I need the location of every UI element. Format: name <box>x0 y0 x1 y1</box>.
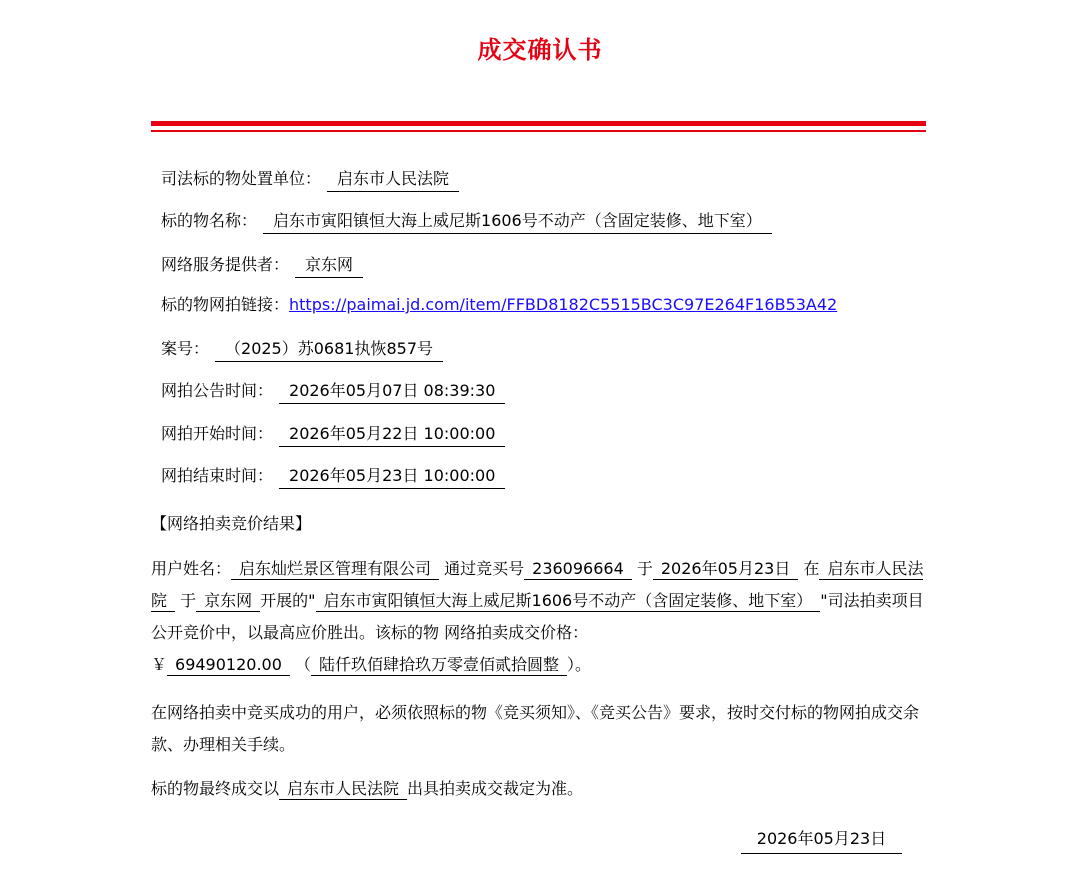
price-value: 69490120.00 <box>167 655 290 676</box>
start-time-label: 网拍开始时间： <box>161 424 274 443</box>
disposal-unit-value: 启东市人民法院 <box>327 168 459 192</box>
at-text: 在 <box>803 559 820 578</box>
currency-symbol: ￥ <box>151 655 168 674</box>
user-label: 用户姓名： <box>151 559 232 578</box>
platform-value: 京东网 <box>196 591 260 612</box>
header-rule-thick <box>151 121 926 126</box>
court-value: 启东市人民法院 <box>151 559 924 610</box>
item-name-value: 启东市寅阳镇恒大海上威尼斯1606号不动产（含固定装修、地下室） <box>263 210 772 234</box>
via-text: 于 <box>180 591 197 610</box>
user-value: 启东灿烂景区管理有限公司 <box>231 559 439 580</box>
end-time-row <box>161 464 505 489</box>
close-paren: ）。 <box>567 655 592 674</box>
result-paragraph <box>151 553 931 681</box>
link-row <box>161 293 837 317</box>
bid-number-text: 通过竞买号 <box>444 559 525 578</box>
disposal-unit-row <box>161 167 459 192</box>
deal-date-value: 2026年05月23日 <box>653 559 798 580</box>
after-item-text: "司法拍卖项目公开竞价中，以最高应价胜出。该标的物 网络拍卖成交价格： <box>151 591 924 642</box>
signature-date: 2026年05月23日 <box>741 827 902 854</box>
result-item-value: 启东市寅阳镇恒大海上威尼斯1606号不动产（含固定装修、地下室） <box>316 591 821 612</box>
final-prefix: 标的物最终成交以 <box>151 779 280 798</box>
final-paragraph <box>151 777 583 801</box>
notice-paragraph: 在网络拍卖中竞买成功的用户，必须依照标的物《竞买须知》、《竞买公告》要求，按时交付标的物网拍成交余款、办理相关手续。 <box>151 703 920 754</box>
end-time-label: 网拍结束时间： <box>161 466 274 485</box>
provider-row <box>161 253 363 278</box>
case-value: （2025）苏0681执恢857号 <box>215 338 443 362</box>
result-section-title: 【网络拍卖竞价结果】 <box>151 514 312 533</box>
disposal-unit-label: 司法标的物处置单位： <box>161 169 322 188</box>
provider-value: 京东网 <box>295 254 363 278</box>
link-label: 标的物网拍链接： <box>161 295 290 314</box>
auction-link[interactable]: https://paimai.jd.com/item/FFBD8182C5515BC3C97E264F16B53A42 <box>289 295 838 314</box>
provider-label: 网络服务提供者： <box>161 255 290 274</box>
announce-time-value: 2026年05月07日 08:39:30 <box>279 380 505 404</box>
start-time-row <box>161 422 505 447</box>
final-suffix: 出具拍卖成交裁定为准。 <box>407 779 584 798</box>
document-title: 成交确认书 <box>477 36 603 64</box>
held-text: 开展的" <box>260 591 316 610</box>
announce-time-row <box>161 379 505 404</box>
price-words: 陆仟玖佰肆拾玖万零壹佰贰拾圆整 <box>311 655 567 676</box>
item-name-row <box>161 209 772 234</box>
on-text: 于 <box>636 559 653 578</box>
case-label: 案号： <box>161 339 210 358</box>
announce-time-label: 网拍公告时间： <box>161 381 274 400</box>
end-time-value: 2026年05月23日 10:00:00 <box>279 465 505 489</box>
open-paren: （ <box>295 655 312 674</box>
header-rule-thin <box>151 130 926 132</box>
case-row <box>161 337 443 362</box>
bid-number-value: 236096664 <box>524 559 632 580</box>
final-court: 启东市人民法院 <box>279 779 407 800</box>
item-name-label: 标的物名称： <box>161 211 258 230</box>
start-time-value: 2026年05月22日 10:00:00 <box>279 423 505 447</box>
